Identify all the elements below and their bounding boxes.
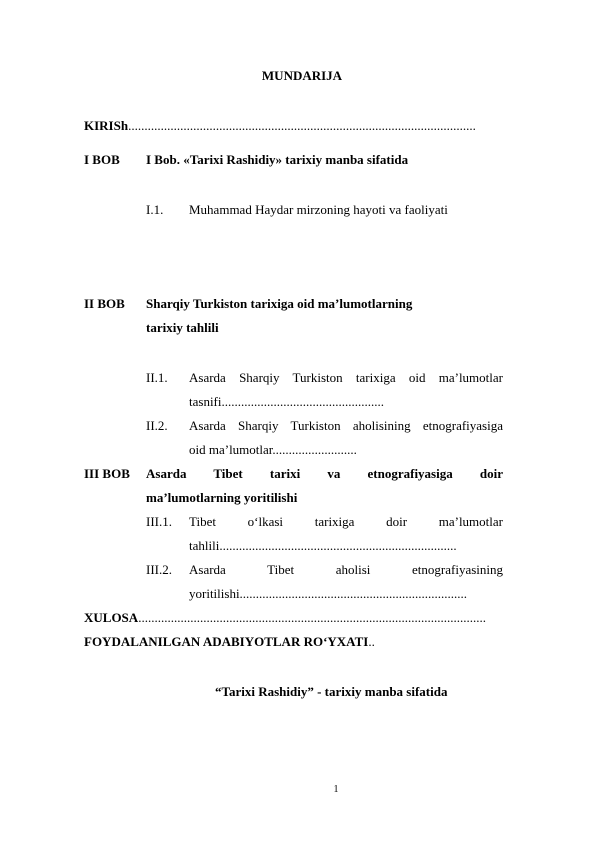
section-2-2-title-line1[interactable]: Asarda Sharqiy Turkiston aholisining etnografiyasiga xyxy=(189,418,503,433)
conclusion-label: XULOSA xyxy=(84,610,139,625)
toc-intro[interactable] xyxy=(84,118,476,134)
page-number: 1 xyxy=(333,784,339,795)
section-3-2-title-line2[interactable]: yoritilishi...................................................................... xyxy=(189,586,468,601)
section-1-1-number: I.1. xyxy=(146,202,164,217)
chapter2-title-line2[interactable]: tarixiy tahlili xyxy=(146,320,219,335)
section-3-1-title-line1[interactable]: Tibet o‘lkasi tarixiga doir ma’lumotlar xyxy=(189,514,503,529)
section-3-1-title-line2[interactable]: tahlili......................................................................... xyxy=(189,538,457,553)
toc-references[interactable] xyxy=(84,634,375,650)
chapter1-label: I BOB xyxy=(84,152,120,167)
intro-dots: ........................................................................................................... xyxy=(128,118,476,133)
conclusion-dots: ........................................................................................................... xyxy=(138,610,486,625)
references-label: FOYDALANILGAN ADABIYOTLAR RO‘YXATI xyxy=(84,634,369,649)
references-dots: .. xyxy=(368,634,375,649)
chapter2-title-line1[interactable]: Sharqiy Turkiston tarixiga oid ma’lumotlarning xyxy=(146,296,413,311)
section-3-1-number: III.1. xyxy=(146,514,172,529)
section-2-2-number: II.2. xyxy=(146,418,168,433)
section-3-2-title-line1[interactable]: Asarda Tibet aholisi etnografiyasining xyxy=(189,562,503,577)
section-2-1-number: II.1. xyxy=(146,370,168,385)
toc-conclusion[interactable] xyxy=(84,610,486,626)
chapter2-label: II BOB xyxy=(84,296,125,311)
section-2-1-title-line1[interactable]: Asarda Sharqiy Turkiston tarixiga oid ma’lumotlar xyxy=(189,370,503,385)
chapter3-label: III BOB xyxy=(84,466,130,481)
chapter1-title[interactable]: I Bob. «Tarixi Rashidiy» tarixiy manba sifatida xyxy=(146,152,409,167)
section-heading: “Tarixi Rashidiy” - tarixiy manba sifatida xyxy=(215,684,448,699)
intro-label: KIRISh xyxy=(84,118,129,133)
section-1-1-title[interactable]: Muhammad Haydar mirzoning hayoti va faoliyati xyxy=(189,202,448,217)
page-title: MUNDARIJA xyxy=(261,68,343,83)
section-2-1-title-line2[interactable]: tasnifi.................................................. xyxy=(189,394,384,409)
section-3-2-number: III.2. xyxy=(146,562,172,577)
chapter3-title-line1[interactable]: Asarda Tibet tarixi va etnografiyasiga doir xyxy=(146,466,503,481)
section-2-2-title-line2[interactable]: oid ma’lumotlar.......................... xyxy=(189,442,357,457)
chapter3-title-line2[interactable]: ma’lumotlarning yoritilishi xyxy=(146,490,298,505)
